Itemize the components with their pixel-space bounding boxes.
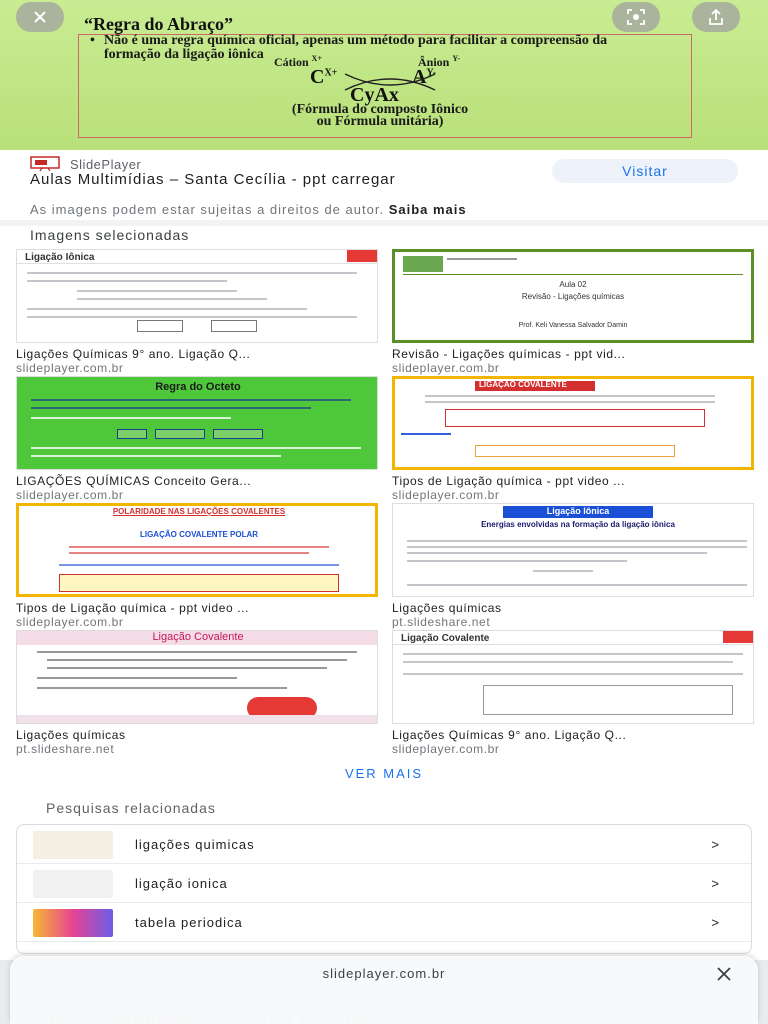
- image-result-title: Tipos de Ligação química - ppt video ...: [392, 474, 626, 488]
- lens-icon: [626, 8, 646, 26]
- formula-caption-1: (Fórmula do composto Iônico: [291, 102, 469, 117]
- image-result-title: LIGAÇÕES QUÍMICAS Conceito Gera...: [16, 474, 252, 488]
- chevron-right-icon: >: [711, 836, 719, 852]
- image-result-title: Revisão - Ligações químicas - ppt vid...: [392, 347, 626, 361]
- close-icon: [716, 966, 732, 982]
- image-thumbnail[interactable]: [16, 630, 378, 724]
- visit-button[interactable]: Visitar: [552, 159, 738, 183]
- section-divider: [0, 220, 768, 226]
- thumb-heading: Ligação Covalente: [401, 633, 490, 644]
- image-thumbnail[interactable]: [392, 249, 754, 343]
- thumb-heading: Ligação Iônica: [25, 252, 95, 263]
- sheet-close-button[interactable]: [712, 962, 736, 986]
- thumb-heading: LIGAÇÃO COVALENTE: [479, 380, 567, 389]
- related-thumbnail: [33, 870, 113, 898]
- image-result[interactable]: [392, 376, 756, 502]
- thumb-heading: Ligação Iônica: [546, 506, 610, 516]
- related-search-item[interactable]: [17, 903, 752, 942]
- image-result-domain: pt.slideshare.net: [392, 615, 491, 629]
- image-result[interactable]: [392, 630, 756, 756]
- slideplayer-logo-icon: [30, 156, 60, 172]
- learn-more-link[interactable]: Saiba mais: [388, 202, 467, 217]
- thumb-heading: Ligação Covalente: [152, 631, 244, 643]
- image-result[interactable]: [392, 249, 756, 375]
- cation-charge: X+: [311, 54, 323, 63]
- preview-image[interactable]: [0, 0, 768, 150]
- close-preview-button[interactable]: [16, 2, 64, 32]
- copyright-text: As imagens podem estar sujeitas a direitos de autor.: [30, 202, 385, 217]
- cation-symbol-charge: X+: [324, 67, 338, 79]
- image-thumbnail[interactable]: [392, 630, 754, 724]
- formula: CyAx: [350, 84, 399, 106]
- related-search-label: ligações quimicas: [135, 836, 255, 852]
- image-result-domain: pt.slideshare.net: [16, 742, 115, 756]
- image-result-title: Ligações químicas: [392, 601, 502, 615]
- image-result-domain: slideplayer.com.br: [16, 615, 124, 629]
- image-thumbnail[interactable]: [392, 503, 754, 597]
- image-result[interactable]: [392, 503, 756, 629]
- image-result[interactable]: [16, 376, 380, 502]
- lens-button[interactable]: [612, 2, 660, 32]
- close-icon: [33, 10, 47, 24]
- image-result-domain: slideplayer.com.br: [392, 742, 500, 756]
- image-result-domain: slideplayer.com.br: [392, 488, 500, 502]
- cation-symbol: [310, 66, 337, 89]
- image-thumbnail[interactable]: [16, 376, 378, 470]
- related-thumbnail: [33, 909, 113, 937]
- related-searches-list: [16, 824, 752, 954]
- anion-label-text: Ânion: [418, 55, 450, 69]
- slide-title: “Regra do Abraço”: [84, 14, 233, 34]
- thumb-heading: POLARIDADE NAS LIGAÇÕES COVALENTES: [112, 507, 286, 516]
- source-row[interactable]: [30, 156, 141, 172]
- thumb-author: Prof. Keli Vanessa Salvador Damin: [518, 322, 628, 329]
- image-result[interactable]: [16, 630, 380, 756]
- image-result-domain: slideplayer.com.br: [16, 361, 124, 375]
- image-result-domain: slideplayer.com.br: [392, 361, 500, 375]
- slide-text: • Não é uma regra química oficial, apenas um método para facilitar a compreensão da formação da ligação iônica: [104, 34, 664, 62]
- thumb-subtitle: Energias envolvidas na formação da ligação iônica: [481, 520, 675, 529]
- cation-symbol-text: C: [310, 66, 325, 88]
- related-search-label: ligação ionica: [135, 875, 228, 891]
- image-result-domain: slideplayer.com.br: [16, 488, 124, 502]
- image-thumbnail[interactable]: [16, 503, 378, 597]
- related-search-label: tabela periodica: [135, 914, 243, 930]
- anion-symbol-text: A: [412, 66, 427, 88]
- image-thumbnail[interactable]: [392, 376, 754, 470]
- image-result[interactable]: [16, 503, 380, 629]
- image-result-title: Ligações Químicas 9° ano. Ligação Q...: [392, 728, 627, 742]
- related-search-item[interactable]: [17, 825, 752, 864]
- related-searches-heading: Pesquisas relacionadas: [46, 800, 216, 816]
- related-search-item[interactable]: [17, 864, 752, 903]
- cation-label-text: Cátion: [274, 55, 309, 69]
- image-result[interactable]: [16, 249, 380, 375]
- thumb-subtitle: LIGAÇÃO COVALENTE POLAR: [139, 530, 259, 539]
- selected-images-heading: Imagens selecionadas: [30, 227, 190, 243]
- related-thumbnail: [33, 831, 113, 859]
- image-result-title: Tipos de Ligação química - ppt video ...: [16, 601, 250, 615]
- copyright-notice: [30, 202, 467, 217]
- share-icon: [707, 8, 725, 26]
- source-site-name: SlidePlayer: [70, 156, 142, 172]
- image-result-title: Ligações químicas: [16, 728, 126, 742]
- chevron-right-icon: >: [711, 914, 719, 930]
- chevron-right-icon: >: [711, 875, 719, 891]
- formula-caption-2: ou Fórmula unitária): [316, 114, 444, 129]
- share-button[interactable]: [692, 2, 740, 32]
- image-thumbnail[interactable]: [16, 249, 378, 343]
- page-title[interactable]: Aulas Multimídias – Santa Cecília - ppt carregar: [30, 171, 396, 188]
- sheet-domain: slideplayer.com.br: [322, 966, 446, 981]
- thumb-heading: Aula 02: [559, 280, 587, 289]
- thumb-subtitle: Revisão - Ligações químicas: [521, 292, 625, 301]
- see-more-button[interactable]: VER MAIS: [344, 766, 424, 781]
- thumb-heading: Regra do Octeto: [155, 381, 241, 393]
- bottom-sheet[interactable]: [10, 956, 758, 1024]
- image-result-title: Ligações Químicas 9° ano. Ligação Q...: [16, 347, 251, 361]
- anion-symbol-charge: Y-: [426, 67, 437, 79]
- anion-charge: Y-: [452, 54, 461, 63]
